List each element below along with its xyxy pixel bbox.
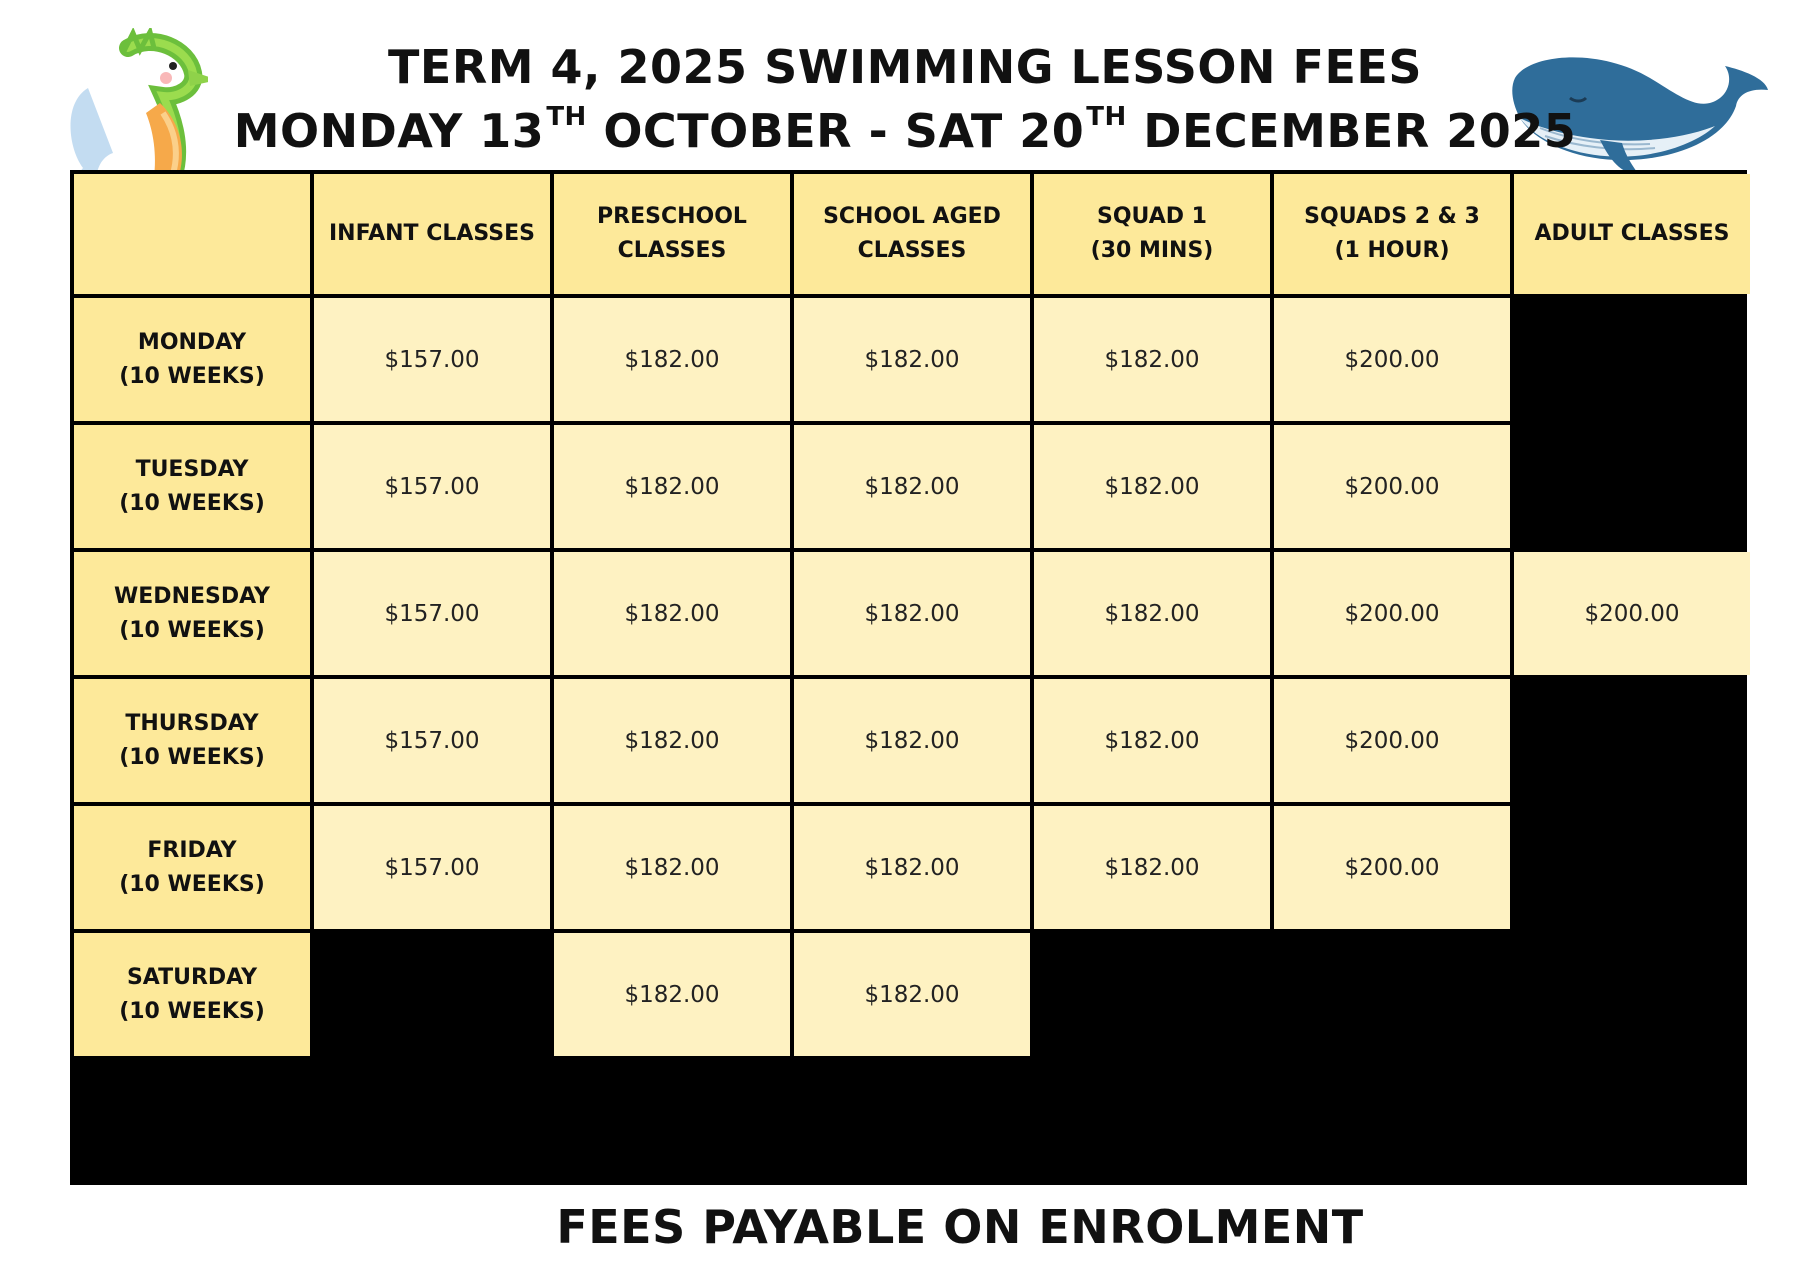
day-label: TUESDAY bbox=[135, 456, 249, 482]
column-header-line1: SQUAD 1 bbox=[1097, 204, 1207, 229]
date-end-text: DECEMBER 2025 bbox=[1126, 104, 1577, 158]
ordinal-suffix: TH bbox=[546, 102, 587, 132]
weeks-label: (10 WEEKS) bbox=[119, 490, 265, 516]
fee-cell: $182.00 bbox=[554, 679, 790, 802]
row-header-tuesday bbox=[74, 425, 310, 548]
fee-cell: $157.00 bbox=[314, 806, 550, 929]
weeks-label: (10 WEEKS) bbox=[119, 871, 265, 897]
fee-cell: $182.00 bbox=[794, 298, 1030, 421]
fee-cell: $182.00 bbox=[794, 679, 1030, 802]
fee-cell: $182.00 bbox=[554, 806, 790, 929]
fee-cell: $182.00 bbox=[1034, 552, 1270, 675]
day-label: WEDNESDAY bbox=[114, 583, 270, 609]
column-header-line2: CLASSES bbox=[617, 238, 727, 263]
column-header-line2: (1 HOUR) bbox=[1334, 238, 1450, 263]
day-label: FRIDAY bbox=[147, 837, 237, 863]
date-start-text: MONDAY 13 bbox=[233, 104, 545, 158]
fee-cell: $182.00 bbox=[1034, 806, 1270, 929]
fee-cell: $200.00 bbox=[1274, 806, 1510, 929]
fee-cell: $182.00 bbox=[794, 933, 1030, 1056]
ordinal-suffix: TH bbox=[1086, 102, 1127, 132]
column-header bbox=[1514, 174, 1750, 294]
fee-cell: $182.00 bbox=[554, 298, 790, 421]
fee-cell: $157.00 bbox=[314, 552, 550, 675]
fee-cell: $182.00 bbox=[554, 425, 790, 548]
column-header-line1: SCHOOL AGED bbox=[823, 204, 1001, 229]
fee-cell: $182.00 bbox=[794, 425, 1030, 548]
column-header bbox=[314, 174, 550, 294]
column-header-line2: (30 MINS) bbox=[1090, 238, 1214, 263]
fee-cell: $200.00 bbox=[1274, 425, 1510, 548]
column-header-line1: INFANT CLASSES bbox=[329, 221, 535, 246]
fee-cell: $200.00 bbox=[1274, 679, 1510, 802]
fee-cell: $200.00 bbox=[1514, 552, 1750, 675]
header-corner-cell bbox=[74, 174, 310, 294]
page-title: TERM 4, 2025 SWIMMING LESSON FEES bbox=[388, 40, 1422, 94]
fees-payable-notice: FEES PAYABLE ON ENROLMENT bbox=[556, 1200, 1364, 1254]
day-label: SATURDAY bbox=[126, 964, 258, 990]
column-header-line1: SQUADS 2 & 3 bbox=[1304, 204, 1480, 229]
fee-cell: $182.00 bbox=[1034, 298, 1270, 421]
row-header-thursday bbox=[74, 679, 310, 802]
column-header bbox=[794, 174, 1030, 294]
fee-cell: $157.00 bbox=[314, 425, 550, 548]
column-header bbox=[1034, 174, 1270, 294]
row-header-friday bbox=[74, 806, 310, 929]
day-label: MONDAY bbox=[137, 329, 247, 355]
fees-table bbox=[70, 170, 1747, 1185]
fee-cell: $182.00 bbox=[554, 933, 790, 1056]
fee-cell: $157.00 bbox=[314, 298, 550, 421]
row-header-monday bbox=[74, 298, 310, 421]
date-range-subtitle bbox=[0, 102, 1810, 158]
weeks-label: (10 WEEKS) bbox=[119, 744, 265, 770]
fee-cell: $182.00 bbox=[794, 806, 1030, 929]
column-header-line2: CLASSES bbox=[857, 238, 967, 263]
weeks-label: (10 WEEKS) bbox=[119, 363, 265, 389]
column-header bbox=[554, 174, 790, 294]
fee-cell: $200.00 bbox=[1274, 552, 1510, 675]
weeks-label: (10 WEEKS) bbox=[119, 617, 265, 643]
date-middle-text: OCTOBER - SAT 20 bbox=[586, 104, 1085, 158]
row-header-wednesday bbox=[74, 552, 310, 675]
column-header-line1: ADULT CLASSES bbox=[1534, 221, 1730, 246]
row-header-saturday bbox=[74, 933, 310, 1056]
fee-cell: $200.00 bbox=[1274, 298, 1510, 421]
fee-cell: $182.00 bbox=[794, 552, 1030, 675]
fee-cell: $182.00 bbox=[554, 552, 790, 675]
fee-cell: $157.00 bbox=[314, 679, 550, 802]
weeks-label: (10 WEEKS) bbox=[119, 998, 265, 1024]
column-header bbox=[1274, 174, 1510, 294]
day-label: THURSDAY bbox=[125, 710, 259, 736]
column-header-line1: PRESCHOOL bbox=[597, 204, 747, 229]
fee-cell: $182.00 bbox=[1034, 425, 1270, 548]
fee-cell: $182.00 bbox=[1034, 679, 1270, 802]
